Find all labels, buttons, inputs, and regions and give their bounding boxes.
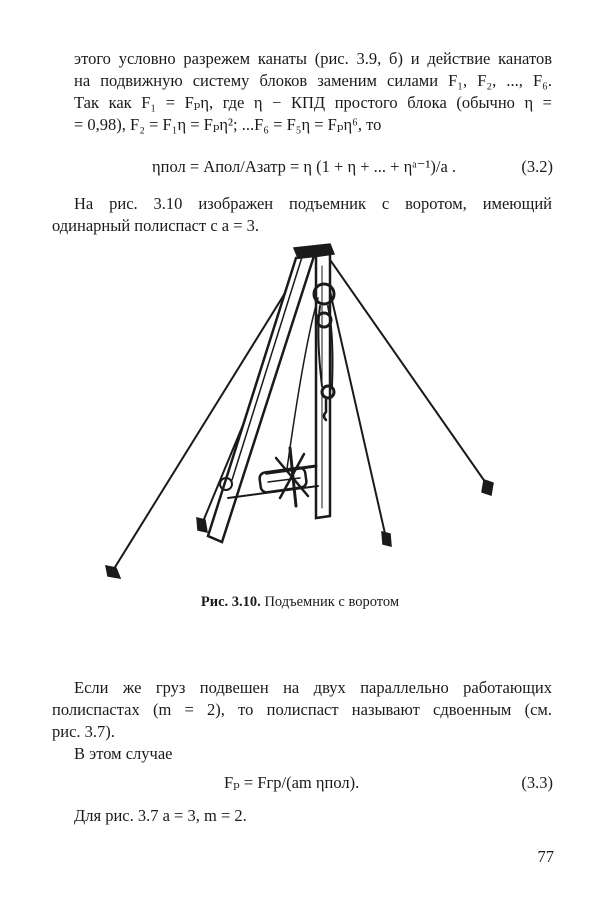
stake-right [482, 480, 493, 495]
equation-3-3: Fₚ = Fгр/(am ηпол). [224, 773, 360, 792]
para2-line2: одинарный полиспаст с a = 3. [52, 216, 260, 235]
figure-caption [0, 594, 600, 611]
equation-3-3-number: (3.3) [521, 773, 553, 792]
guy-rope-right [326, 254, 488, 486]
page-number: 77 [537, 847, 554, 866]
stake-left-inner [197, 518, 207, 532]
figure-caption-label: Рис. 3.10. [200, 594, 261, 610]
para3-line3: рис. 3.7). [52, 722, 115, 741]
para3-line1: Если же груз подвешен на двух параллельно работающих [74, 678, 552, 697]
para1-line2: на подвижную систему блоков заменим силами F₁, F₂, ..., F₆. [74, 71, 552, 90]
equation-3-2-number: (3.2) [521, 157, 553, 176]
stake-center [382, 532, 391, 546]
figure-caption-text: Подъемник с воротом [264, 594, 400, 610]
para3-line4: В этом случае [74, 744, 173, 763]
para2-line1: На рис. 3.10 изображен подъемник с воротом, имеющий [74, 194, 552, 213]
para4-line1: Для рис. 3.7 a = 3, m = 2. [74, 806, 247, 825]
guy-rope-left [112, 256, 308, 572]
para1-line1: этого условно разрежем канаты (рис. 3.9, б) и действие канатов [74, 49, 552, 68]
hoist-with-winch-figure [90, 236, 510, 586]
para1-line4: = 0,98), F₂ = F₁η = Fₚη²; ...F₆ = F₅η = Fₚη⁶, то [74, 115, 382, 134]
stake-left [106, 566, 120, 578]
para3-line2: полиспастах (m = 2), то полиспаст называют сдвоенным (см. [52, 700, 552, 719]
equation-3-2: ηпол = Aпол/Aзатр = η (1 + η + ... + ηᵃ⁻¹)/a . [152, 157, 457, 176]
para1-line3: Так как F₁ = Fₚη, где η − КПД простого блока (обычно η = [74, 93, 552, 112]
